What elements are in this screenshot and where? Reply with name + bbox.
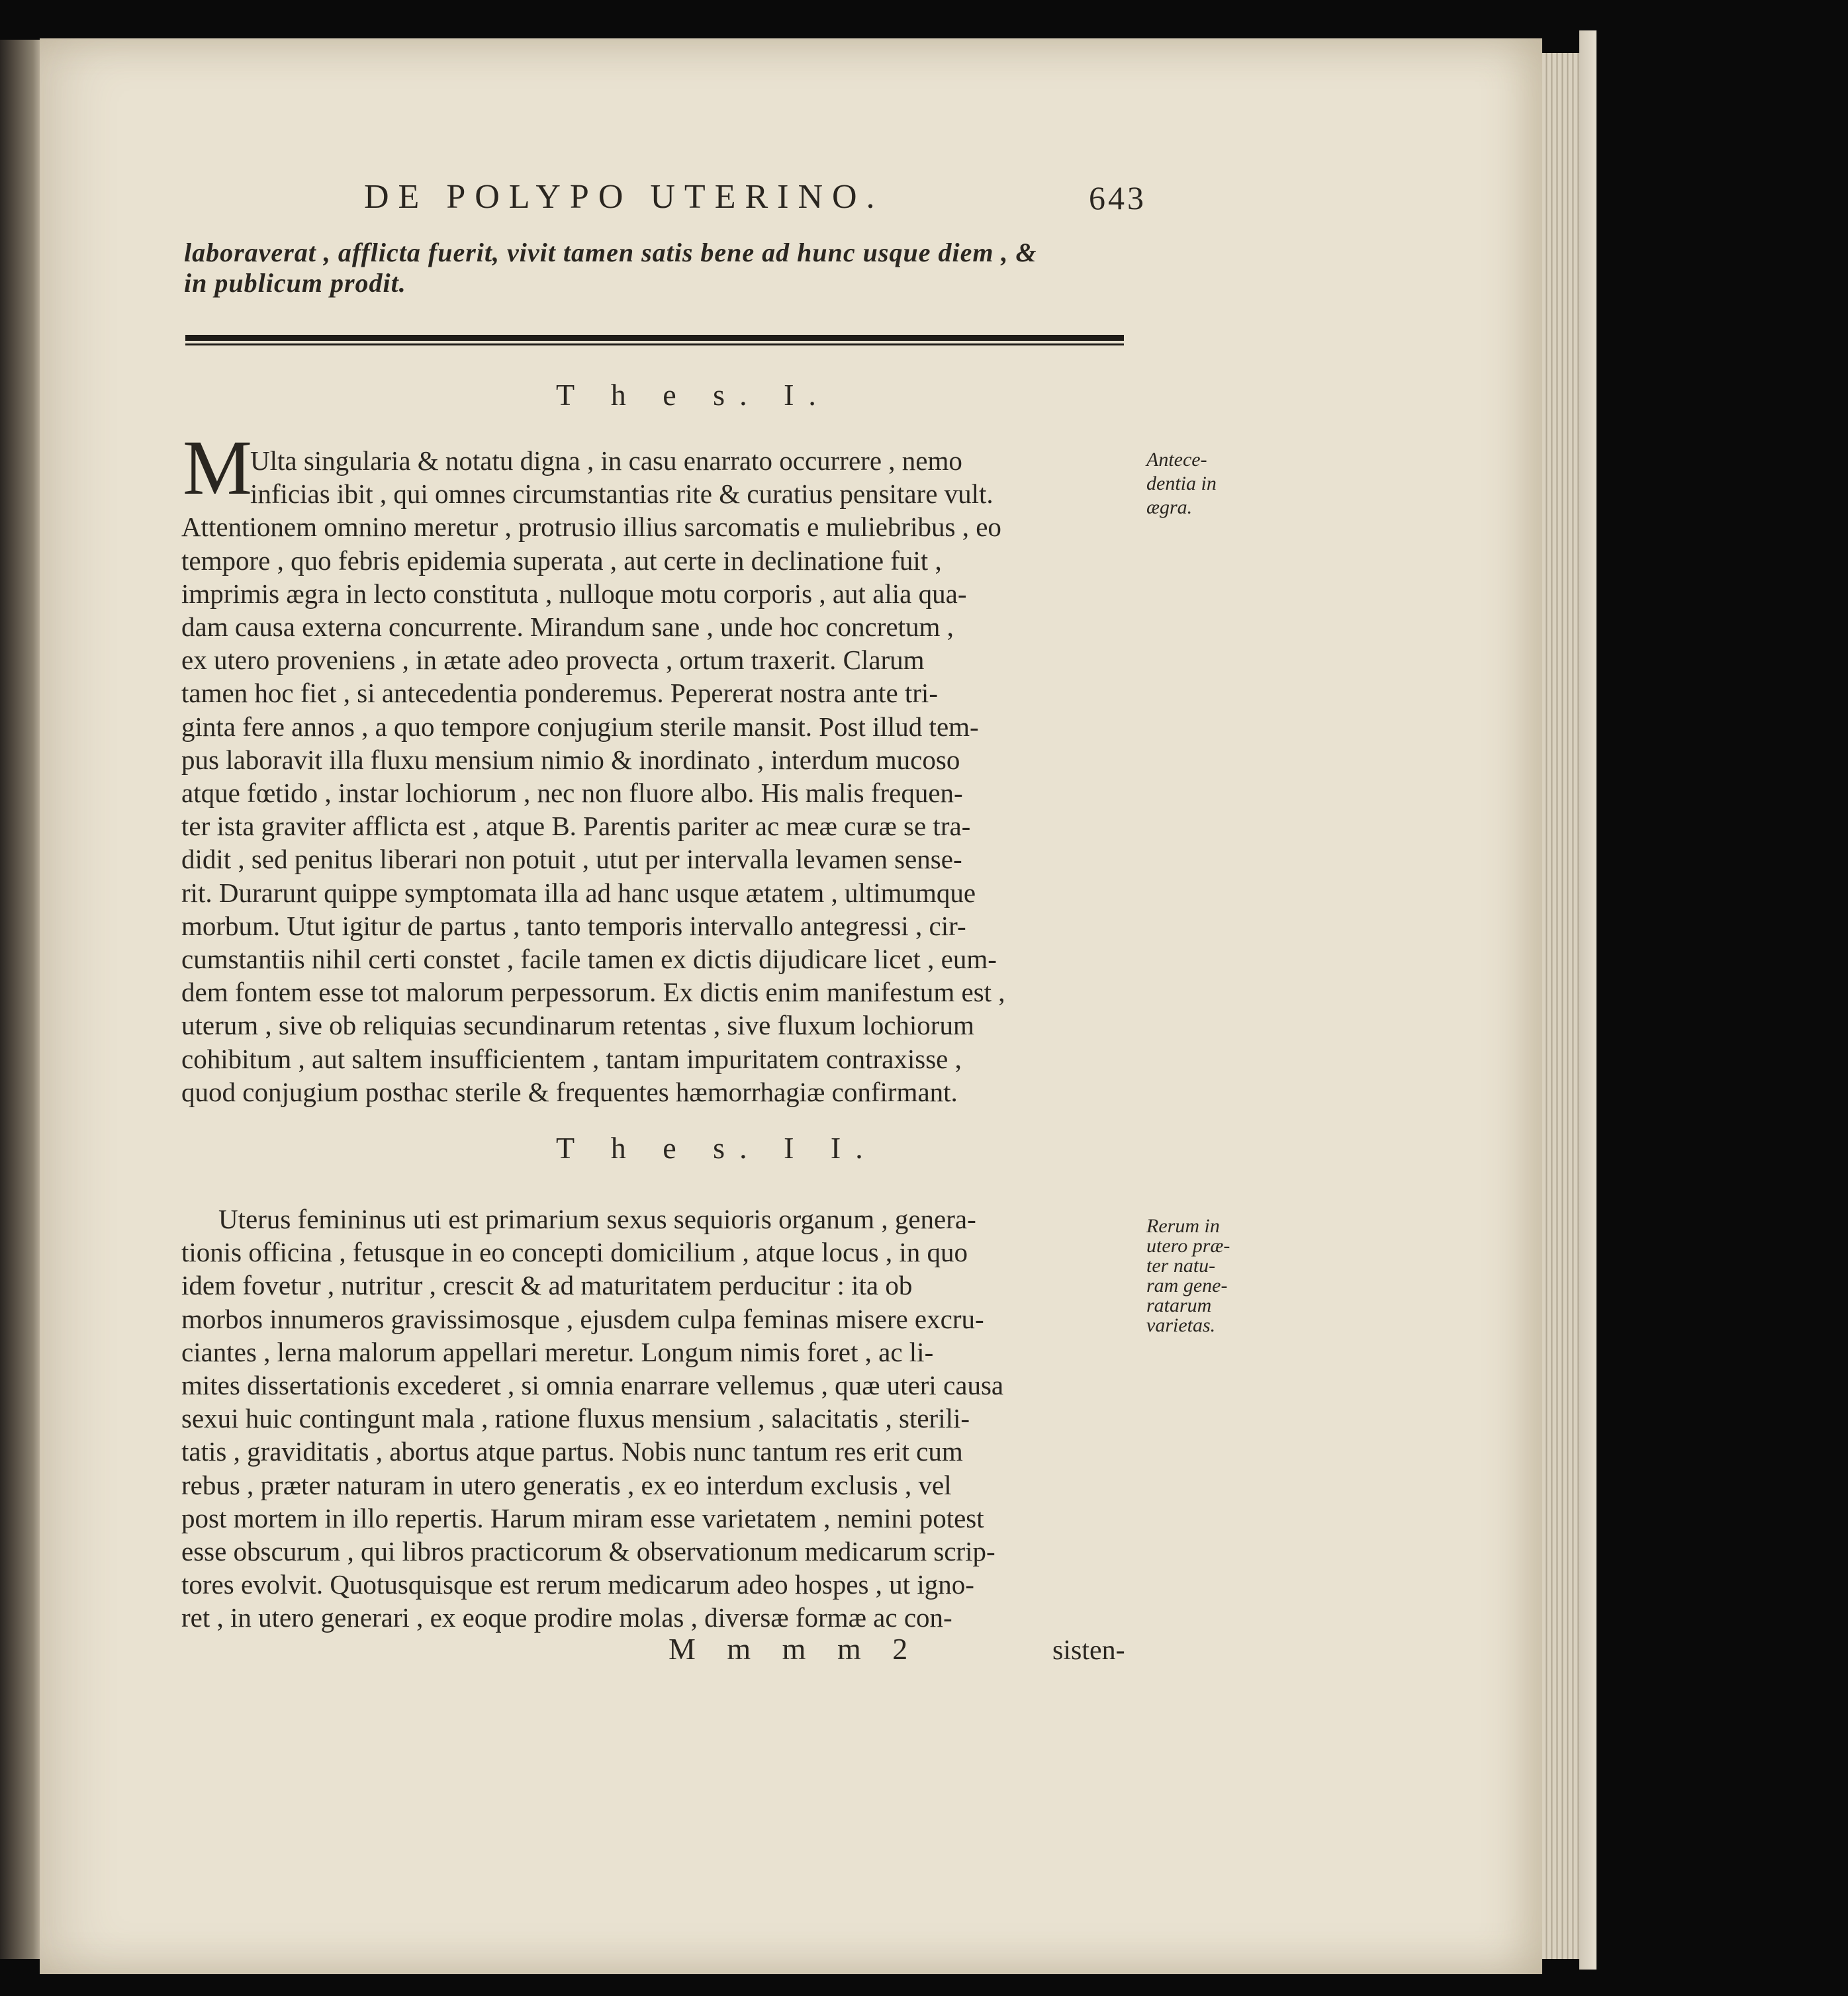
margin-note-line: ægra.	[1146, 496, 1193, 518]
left-page-edge	[0, 40, 41, 1959]
body-line: Attentionem omnino meretur , protrusio illius sarcomatis e muliebribus , eo	[181, 512, 1001, 543]
body-line: tatis , graviditatis , abortus atque partus. Nobis nunc tantum res erit cum	[181, 1436, 963, 1467]
thesis-2-heading: T h e s. I I.	[556, 1131, 878, 1165]
margin-note-line: Antece-	[1146, 449, 1207, 471]
body-line: imprimis ægra in lecto constituta , nulloque motu corporis , aut alia qua-	[181, 578, 967, 609]
body-line: atque fœtido , instar lochiorum , nec non fluore albo. His malis frequen-	[181, 778, 963, 808]
body-line: tamen hoc fiet , si antecedentia ponderemus. Pepererat nostra ante tri-	[181, 678, 938, 709]
body-line: tionis officina , fetusque in eo concepti domicilium , atque locus , in quo	[181, 1237, 968, 1268]
body-line: rebus , præter naturam in utero generatis , ex eo interdum exclusis , vel	[181, 1469, 952, 1500]
body-line: ginta fere annos , a quo tempore conjugium sterile mansit. Post illud tem-	[181, 711, 979, 742]
body-line: cohibitum , aut saltem insufficientem , tantam impuritatem contraxisse ,	[181, 1043, 962, 1074]
body-line: ciantes , lerna malorum appellari meretur. Longum nimis foret , ac li-	[181, 1336, 934, 1367]
margin-note-line: varietas.	[1146, 1314, 1216, 1336]
body-line: ret , in utero generari , ex eoque prodire molas , diversæ formæ ac con-	[181, 1602, 952, 1633]
body-line: didit , sed penitus liberari non potuit , utut per intervalla levamen sense-	[181, 844, 962, 875]
body-line: mites dissertationis excederet , si omnia enarrare vellemus , quæ uteri causa	[181, 1370, 1004, 1400]
intro-line: laboraverat , afflicta fuerit, vivit tamen satis bene ad hunc usque diem , &	[184, 238, 1037, 267]
body-line: quod conjugium posthac sterile & frequentes hæmorrhagiæ confirmant.	[181, 1076, 958, 1107]
book-cover-edge	[1579, 30, 1596, 1970]
body-line: dem fontem esse tot malorum perpessorum. Ex dictis enim manifestum est ,	[181, 977, 1005, 1008]
body-line: tores evolvit. Quotusquisque est rerum medicarum adeo hospes , ut igno-	[181, 1569, 974, 1600]
margin-note-line: ram gene-	[1146, 1275, 1228, 1296]
body-line: Ulta singularia & notatu digna , in casu enarrato occurrere , nemo	[250, 445, 962, 476]
margin-note-line: dentia in	[1146, 473, 1217, 494]
body-line: dam causa externa concurrente. Mirandum sane , unde hoc concretum ,	[181, 612, 954, 642]
body-line: ter ista graviter afflicta est , atque B. Parentis pariter ac meæ curæ se tra-	[181, 811, 971, 842]
thesis-1-heading: T h e s. I.	[556, 378, 831, 412]
body-line: pus laboravit illa fluxu mensium nimio & inordinato , interdum mucoso	[181, 744, 960, 775]
body-line: uterum , sive ob reliquias secundinarum retentas , sive fluxum lochiorum	[181, 1010, 974, 1041]
fore-edge-leaves	[1542, 53, 1579, 1959]
body-line: inficias ibit , qui omnes circumstantias rite & curatius pensitare vult.	[250, 478, 993, 510]
margin-note-line: Rerum in	[1146, 1215, 1220, 1237]
body-line: Uterus femininus uti est primarium sexus sequioris organum , genera-	[218, 1204, 976, 1234]
page-number: 643	[1089, 179, 1146, 216]
body-line: cumstantiis nihil certi constet , facile tamen ex dictis dijudicare licet , eum-	[181, 944, 997, 974]
section-rule	[185, 335, 1124, 341]
margin-note-line: ter natu-	[1146, 1255, 1216, 1277]
intro-line: in publicum prodit.	[184, 268, 406, 298]
section-rule-thin	[185, 343, 1124, 345]
body-line: morbum. Utut igitur de partus , tanto temporis intervallo antegressi , cir-	[181, 910, 966, 941]
body-line: rit. Durarunt quippe symptomata illa ad hanc usque ætatem , ultimumque	[181, 877, 976, 908]
body-line: sexui huic contingunt mala , ratione fluxus mensium , salacitatis , sterili-	[181, 1403, 970, 1434]
body-line: esse obscurum , qui libros practicorum & observationum medicarum scrip-	[181, 1536, 995, 1566]
catchword: sisten-	[1052, 1635, 1125, 1666]
body-line: post mortem in illo repertis. Harum miram esse varietatem , nemini potest	[181, 1502, 984, 1533]
body-line: idem fovetur , nutritur , crescit & ad maturitatem perducitur : ita ob	[181, 1270, 913, 1301]
body-line: tempore , quo febris epidemia superata , aut certe in declinatione fuit ,	[181, 545, 942, 576]
body-line: morbos innumeros gravissimosque , ejusdem culpa feminas misere excru-	[181, 1303, 984, 1334]
signature-mark: M m m m 2	[669, 1632, 920, 1666]
drop-cap: M	[183, 424, 252, 511]
margin-note-line: ratarum	[1146, 1294, 1212, 1316]
running-title: DE POLYPO UTERINO.	[364, 178, 884, 216]
margin-note-line: utero præ-	[1146, 1235, 1230, 1257]
body-line: ex utero proveniens , in ætate adeo provecta , ortum traxerit. Clarum	[181, 645, 925, 676]
